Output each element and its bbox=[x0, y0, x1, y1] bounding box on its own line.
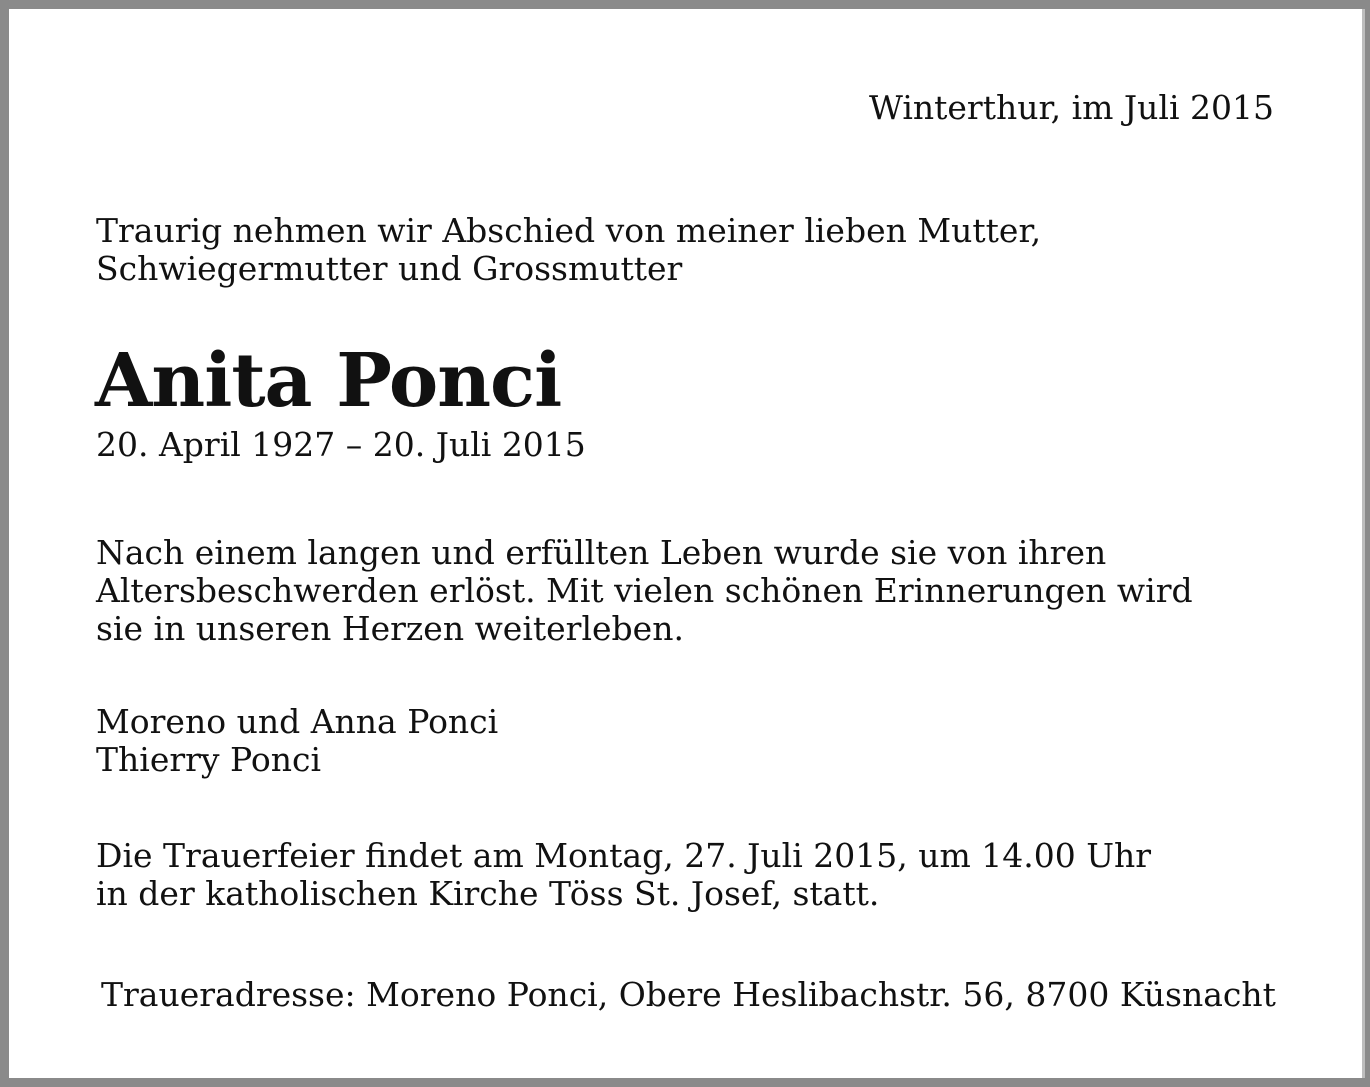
memorial-message bbox=[96, 534, 1193, 648]
deceased-name: Anita Ponci bbox=[95, 338, 562, 424]
intro-line: Schwiegermutter und Grossmutter bbox=[96, 249, 683, 288]
mourners-list bbox=[96, 703, 498, 779]
service-line: in der katholischen Kirche Töss St. Josef, statt. bbox=[96, 874, 880, 913]
place-date: Winterthur, im Juli 2015 bbox=[868, 88, 1274, 127]
message-line: sie in unseren Herzen weiterleben. bbox=[96, 609, 684, 648]
mourner-name: Moreno und Anna Ponci bbox=[96, 702, 499, 741]
message-line: Nach einem langen und erfüllten Leben wurde sie von ihren bbox=[96, 533, 1107, 572]
intro-line: Traurig nehmen wir Abschied von meiner lieben Mutter, bbox=[96, 211, 1042, 250]
mourning-address: Traueradresse: Moreno Ponci, Obere Heslibachstr. 56, 8700 Küsnacht bbox=[101, 975, 1276, 1014]
obituary-page bbox=[9, 9, 1365, 1078]
intro-text bbox=[96, 212, 1041, 288]
service-info bbox=[96, 837, 1151, 913]
life-dates: 20. April 1927 – 20. Juli 2015 bbox=[96, 425, 586, 464]
mourner-name: Thierry Ponci bbox=[96, 740, 322, 779]
message-line: Altersbeschwerden erlöst. Mit vielen schönen Erinnerungen wird bbox=[96, 571, 1193, 610]
service-line: Die Trauerfeier findet am Montag, 27. Juli 2015, um 14.00 Uhr bbox=[96, 836, 1152, 875]
